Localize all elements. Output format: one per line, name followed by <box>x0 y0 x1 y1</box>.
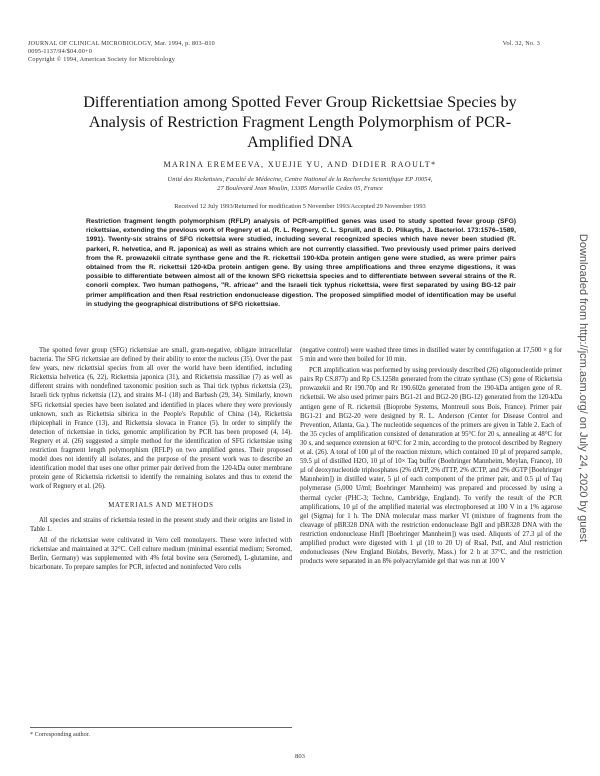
copyright-line: Copyright © 1994, American Society for Microbiology <box>28 56 176 63</box>
body-paragraph: (negative control) were washed three times in distilled water by centrifugation at 17,500 × g for 5 min and were then boiled for 10 min. <box>300 347 562 364</box>
abstract: Restriction fragment length polymorphism (RFLP) analysis of PCR-amplified genes was used to study spotted fever group (SFG) rickettsiae, extending the previous work of Regnery et al. (R. L. Regnery, C. L. Spruill, and B. D. Plikaytis, J. Bacteriol. 173:1576–1589, 1991). Twenty-six strains of SFG rickettsia were studied, including several recognized species which have never been studied (R. parkeri, R. helvetica, and R. japonica) as well as strains which are not currently classified. Two previously used primer pairs derived from the R. prowazekii citrate synthase gene and the R. rickettsii 190-kDa protein antigen gene were studied, as were primer pairs obtained from the R. rickettsii 120-kDa protein antigen gene. By using three amplifications and three enzyme digestions, it was possible to differentiate between almost all of the known SFG rickettsia species and to differentiate between several strains of the R. conorii complex. Two human pathogens, "R. africae" and the Israeli tick typhus rickettsia, were first separated by using BG-12 pair primer amplification and then RsaI restriction endonuclease digestion. The proposed simplified model of identification may be useful in studying the geographical distributions of SFG rickettsiae. <box>86 218 516 308</box>
section-heading: MATERIALS AND METHODS <box>108 501 214 509</box>
article-title: Differentiation among Spotted Fever Group Rickettsiae Species by Analysis of Restriction Fragment Length Polymorphism of PCR-Amplified DNA <box>83 93 517 151</box>
issn-line: 0095-1137/94/$04.00+0 <box>28 48 93 55</box>
affiliation <box>80 175 520 193</box>
affiliation-line: Unité des Rickettsies, Faculté de Médecine, Centre National de la Recherche Scientifique EP J0054, <box>167 176 433 183</box>
footnote: * Corresponding author. <box>30 727 292 738</box>
body-paragraph: PCR amplification was performed by using previously described (26) oligonucleotide primer pairs Rp CS.877p and Rp CS.1258n generated from the citrate synthase (CS) gene of Rickettsia prowazekii and Rr 190.70p and Rr 190.602n generated from the 190-kDa antigen gene of R. rickettsii. We also used primer pairs BG1-21 and BG2-20 (BG-12) generated from the 120-kDa antigen gene of R. rickettsii (Bioprobe Systems, Montreuil sous Bois, France). Primer pair BG1-21 and BG2-20 were designed by R. L. Anderson (Center for Disease Control and Prevention, Atlanta, Ga.). The nucleotide sequences of the primers are given in Table 2. Each of the 35 cycles of amplification consisted of denaturation at 95°C for 20 s, annealing at 48°C for 30 s, and sequence extension at 60°C for 2 min, according to the protocol described by Regnery et al. (26). A total of 100 µl of the reaction mixture, which contained 10 µl of prepared sample, 59.5 µl of distilled H2O, 10 µl of 10× Taq buffer (Boehringer Mannheim, Meylan, France), 10 µl of deoxynucleotide triphosphates (2% dATP, 2% dTTP, 2% dCTP, and 2% dGTP [Boehringer Mannheim]) in distilled water, 5 µl of each component of the primer pair, and 0.5 µl of Taq polymerase (5,000 U/ml; Boehringer Mannheim) was prepared and processed by using a thermal cycler (PHC-3; Techne, Cambridge, England). To verify the result of the PCR amplifications, 10 µl of the amplified material was electrophoresed at 100 V in a 1% agarose gel (Sigma) for 1 h. The DNA molecular mass marker VI (mixture of fragments from the cleavage of pBR328 DNA with the restriction endonuclease BglI and pBR328 DNA with the restriction endonuclease HinfI [Boehringer Mannheim]) was used. Aliquots of 27.3 µl of the amplified product were digested with 1 µl (10 to 20 U) of RsaI, PstI, and AluI restriction endonucleases (New England Biolabs, Beverly, Mass.) for 2 h at 37°C, and the restriction products were separated in an 8% polyacrylamide gel that was run at 100 V <box>300 367 562 566</box>
body-paragraph: The spotted fever group (SFG) rickettsiae are small, gram-negative, obligate intracellular bacteria. The SFG rickettsiae are defined by their ability to enter the nucleus (35). Over the past few years, new rickettsial species from all over the world have been identified, including Rickettsia helvetica (6, 22), Rickettsia japonica (31), and Rickettsia massiliae (7) as well as different strains with nondefined taxonomic position such as Thai tick typhus rickettsia (23), Israeli tick typhus rickettsia (12), and strains M-1 (18) and Barbash (29, 34). Similarly, known SFG rickettsial species have been isolated and identified in places where they were previously unknown, such as Rickettsia sibirica in the People's Republic of China (14), Rickettsia rhipicephali in France (13), and Rickettsia slovaca in France (5). In order to simplify the detection of rickettsiae in ticks, genomic amplification by PCR has been proposed (4, 14). Regnery et al. (26) suggested a simple method for the identification of SFG rickettsiae using restriction fragment length polymorphism (RFLP) on two amplified genes. Their proposed model does not identify all isolates, and the purpose of the present work was to describe an identification model that uses one other primer pair derived from the 120-kDa outer membrane protein gene of Rickettsia rickettsii to identify the remaining isolates and thus to extend the work of Regnery et al. (26). <box>30 347 292 491</box>
volume-label: Vol. 32, No. 3 <box>502 40 540 47</box>
author-list: MARINA EREMEEVA, XUEJIE YU, AND DIDIER RAOULT* <box>163 160 437 169</box>
download-stamp-text[interactable]: Downloaded from http://jcm.asm.org/ on July 24, 2020 by guest <box>577 233 589 543</box>
body-paragraph: All of the rickettsiae were cultivated in Vero cell monolayers. These were infected with rickettsiae and maintained at 32°C. Cell culture medium (minimal essential medium; Seromed, Berlin, Germany) was supplemented with 4% fetal bovine sera (Seromed), L-glutamine, and bicarbonate. To prepare samples for PCR, infected and noninfected Vero cells <box>30 536 292 572</box>
left-column <box>30 346 292 574</box>
right-column <box>300 346 562 568</box>
affiliation-line: 27 Boulevard Jean Moulin, 13385 Marseille Cedex 05, France <box>217 185 383 192</box>
journal-header <box>28 40 408 64</box>
received-dates: Received 12 July 1993/Returned for modification 5 November 1993/Accepted 29 November 1993 <box>174 203 426 210</box>
journal-line: JOURNAL OF CLINICAL MICROBIOLOGY, Mar. 1994, p. 803–810 <box>28 40 215 47</box>
page-number: 803 <box>295 753 305 760</box>
body-paragraph: All species and strains of rickettsia tested in the present study and their origins are listed in Table 1. <box>30 516 292 533</box>
